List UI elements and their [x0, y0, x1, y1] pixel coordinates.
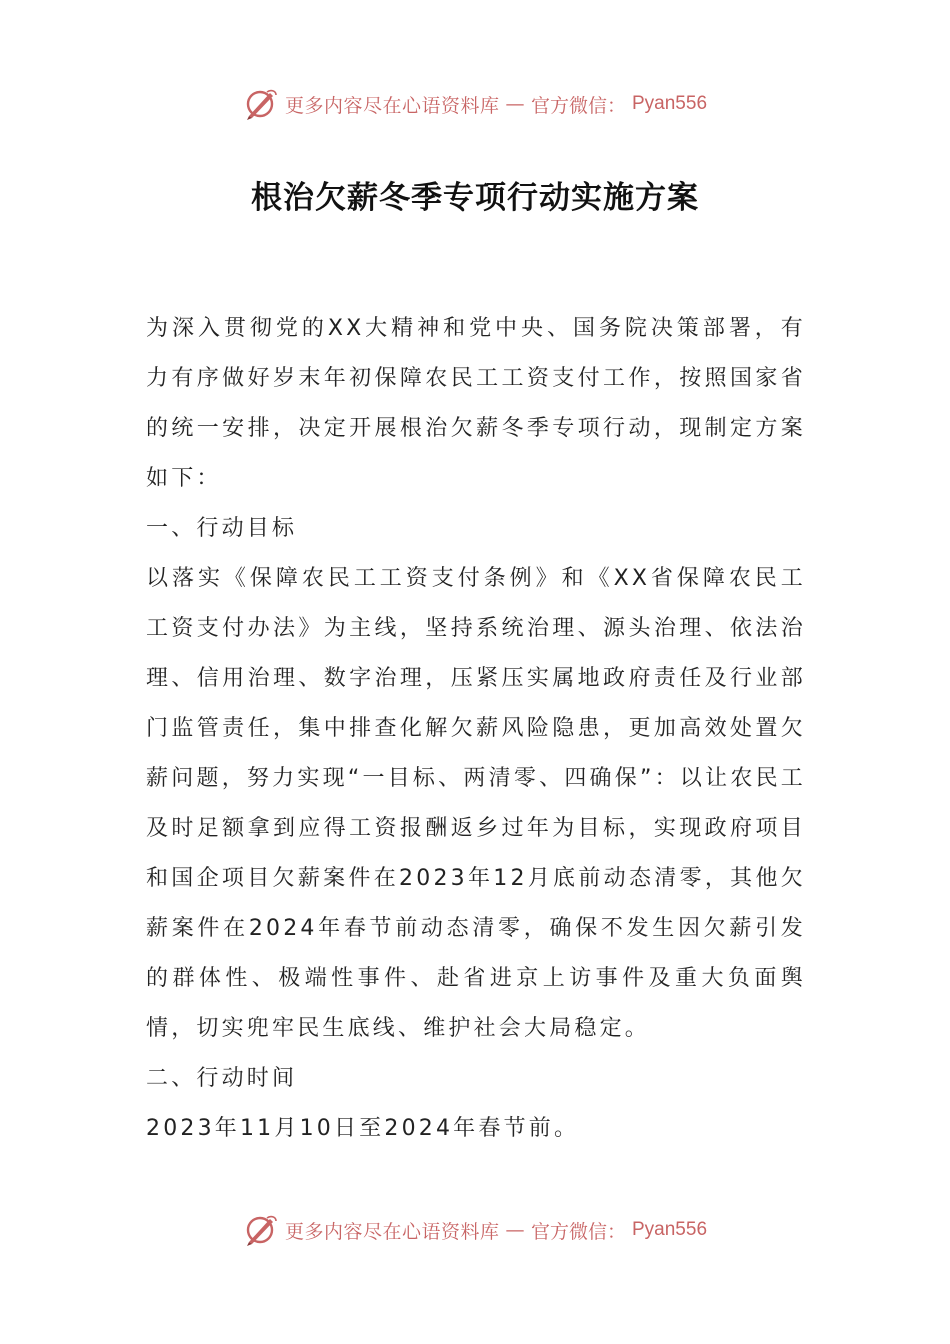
pen-circle-logo-icon	[243, 1212, 279, 1248]
header-watermark	[0, 84, 950, 124]
footer-watermark	[0, 1210, 950, 1250]
watermark-wechat-id: Pyan556	[632, 93, 708, 114]
watermark-brand: 更多内容尽在心语资料库	[284, 94, 500, 117]
watermark-wechat-label: 官方微信：	[530, 1220, 626, 1243]
document-body	[146, 304, 806, 1154]
watermark-separator: —	[505, 93, 525, 115]
section-heading-goals: 一、行动目标	[146, 516, 298, 541]
watermark-wechat-id: Pyan556	[632, 1219, 708, 1240]
document-title: 根治欠薪冬季专项行动实施方案	[251, 180, 699, 216]
intro-paragraph: 为深入贯彻党的XX大精神和党中央、国务院决策部署，有力有序做好岁末年初保障农民工工资支付工作，按照国家省的统一安排，决定开展根治欠薪冬季专项行动，现制定方案如下：	[146, 316, 806, 491]
pen-circle-logo-icon	[243, 86, 279, 122]
time-paragraph: 2023年11月10日至2024年春节前。	[146, 1116, 580, 1141]
watermark-separator: —	[505, 1219, 525, 1241]
goals-paragraph: 以落实《保障农民工工资支付条例》和《XX省保障农民工工资支付办法》为主线，坚持系统治理、源头治理、依法治理、信用治理、数字治理，压紧压实属地政府责任及行业部门监管责任，集中排查化解欠薪风险隐患，更加高效处置欠薪问题，努力实现“一目标、两清零、四确保”：以让农民工及时足额拿到应得工资报酬返乡过年为目标，实现政府项目和国企项目欠薪案件在2023年12月底前动态清零，其他欠薪案件在2024年春节前动态清零，确保不发生因欠薪引发的群体性、极端性事件、赴省进京上访事件及重大负面舆情，切实兜牢民生底线、维护社会大局稳定。	[146, 566, 806, 1041]
watermark-wechat-label: 官方微信：	[530, 94, 626, 117]
section-heading-time: 二、行动时间	[146, 1066, 298, 1091]
watermark-brand: 更多内容尽在心语资料库	[284, 1220, 500, 1243]
